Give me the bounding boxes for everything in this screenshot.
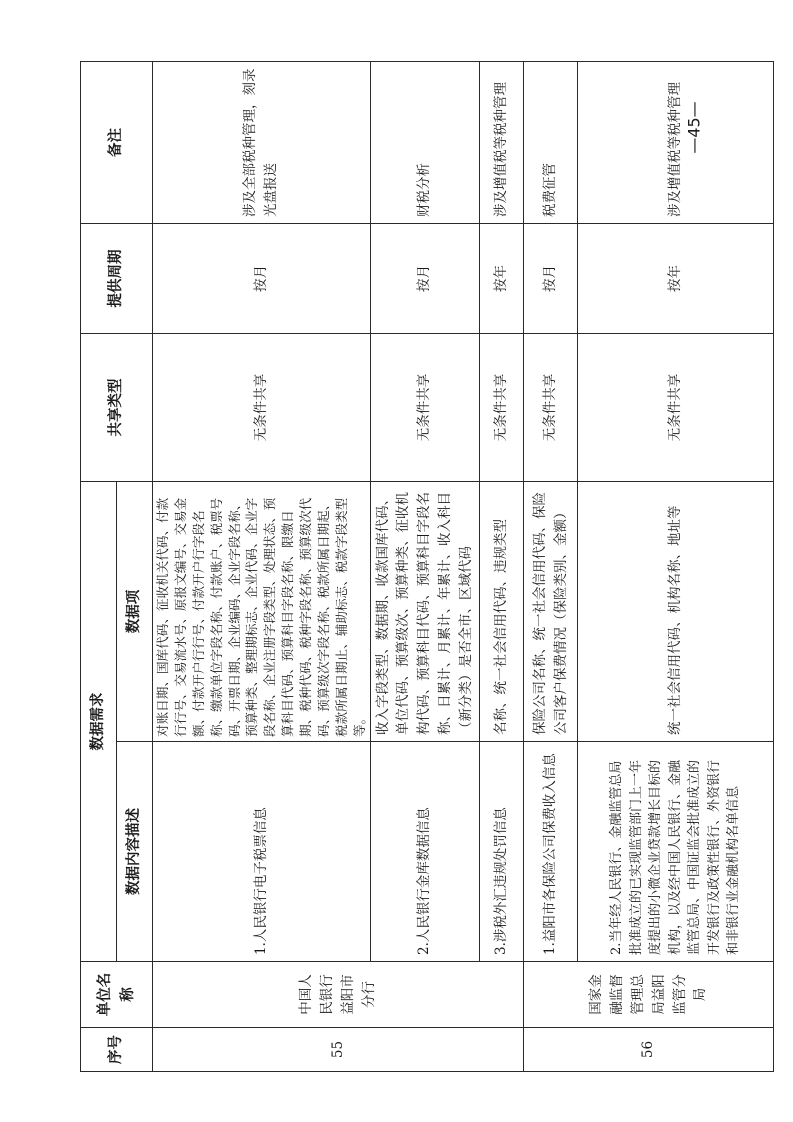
content-cell: 1.益阳市各保险公司保费收入信息 [524, 742, 578, 962]
items-cell: 对账日期、国库代码、征收机关代码、付款行行号、交易流水号、原报文编号、交易金额、付款开户行行号、付款开户行字段名称、缴款单位字段名称、付款账户、税票号码、开票日期、企业编码、企业字段名称、预算种类、整理期标志、企业代码、企业字段名称、企业注册字段类型、处理状态、预算科目代码、预算科目字段名称、限缴日期、税种代码、税种字段名称、预算级次代码、预算级次字段名称、税款所属日期起、税款所属日期止、辅助标志、税款字段类型等。 [153, 482, 371, 742]
share-type-cell: 无条件共享 [480, 334, 524, 482]
table-row [153, 62, 371, 1072]
table-row [578, 62, 774, 1072]
items-cell: 统一社会信用代码、机构名称、地址等 [578, 482, 774, 742]
header-unit: 单位名称 [81, 962, 153, 1028]
remark-cell: 涉及增值税等税种管理 [578, 62, 774, 224]
remark-cell: 财税分析 [370, 62, 480, 224]
period-cell: 按年 [578, 224, 774, 334]
data-requirements-table [80, 61, 774, 1072]
unit-cell: 国家金融监督管理总局益阳监管分局 [524, 962, 774, 1028]
content-cell: 1.人民银行电子税票信息 [153, 742, 371, 962]
share-type-cell: 无条件共享 [578, 334, 774, 482]
rotated-table-container [80, 62, 742, 1072]
table-row [480, 62, 524, 1072]
items-cell: 保险公司名称、统一社会信用代码、保险公司客户保费情况（保险类别、金额） [524, 482, 578, 742]
share-type-cell: 无条件共享 [524, 334, 578, 482]
remark-cell: 税费征管 [524, 62, 578, 224]
content-cell: 2.当年经人民银行、金融监管总局批准成立的已实现监管部门上一年度提出的小微企业贷款增长目标的机构，以及经中国人民银行、金融监管总局、中国证监会批准成立的开发银行及政策性银行、外资银行和非银行业金融机构名单信息 [578, 742, 774, 962]
content-cell: 2.人民银行金库数据信息 [370, 742, 480, 962]
seq-cell: 55 [153, 1028, 524, 1072]
period-cell: 按月 [153, 224, 371, 334]
page-number: —45— [684, 101, 704, 154]
remark-cell: 涉及增值税等税种管理 [480, 62, 524, 224]
share-type-cell: 无条件共享 [153, 334, 371, 482]
period-cell: 按月 [524, 224, 578, 334]
remark-cell: 涉及全部税种管理，刻录光盘报送 [153, 62, 371, 224]
share-type-cell: 无条件共享 [370, 334, 480, 482]
header-row-1 [81, 62, 117, 1072]
header-items: 数据项 [117, 482, 153, 742]
period-cell: 按月 [370, 224, 480, 334]
header-seq: 序号 [81, 1028, 153, 1072]
header-period: 提供周期 [81, 224, 153, 334]
items-cell: 收入字段类型、数据期、收款国库代码、单位代码、预算级次、预算种类、征收机构代码、预算科目代码、预算科目字段名称、日累计、月累计、年累计、收入科目（新分类）是否全市、区域代码 [370, 482, 480, 742]
items-cell: 名称、统一社会信用代码、违规类型 [480, 482, 524, 742]
unit-cell: 中国人民银行益阳市分行 [153, 962, 524, 1028]
table-row [370, 62, 480, 1072]
header-remark: 备注 [81, 62, 153, 224]
header-content: 数据内容描述 [117, 742, 153, 962]
table-row [524, 62, 578, 1072]
period-cell: 按年 [480, 224, 524, 334]
header-requirement: 数据需求 [81, 482, 117, 962]
content-cell: 3.涉税外汇违规处罚信息 [480, 742, 524, 962]
seq-cell: 56 [524, 1028, 774, 1072]
header-share-type: 共享类型 [81, 334, 153, 482]
